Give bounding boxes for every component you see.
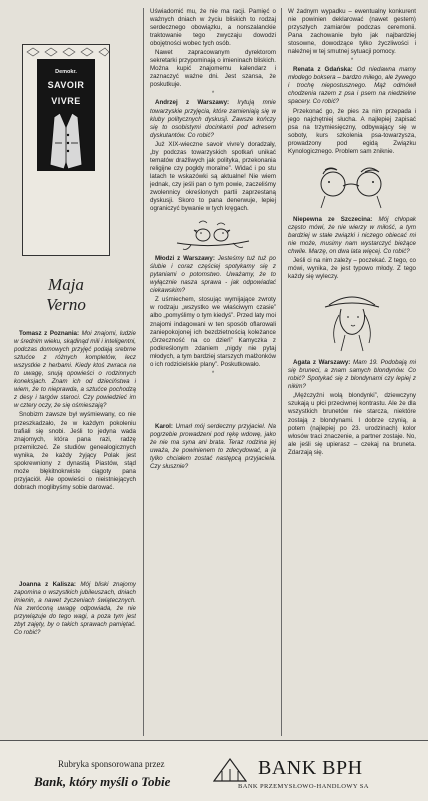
bank-slogan: Bank, który myśli o Tobie xyxy=(34,774,171,789)
sponsor-banner xyxy=(0,740,428,801)
letter-renata xyxy=(288,66,416,106)
letter-question: Mój bliski znajomy zapomina o wszystkich jubileuszach, dniach imienin, a nawet życzeniach świątecznych. Na zwróconą uwagę odpowiada, że nie przywiązuje do tego wagi, a poza tym jest zbyt zajęty, by o takich sprawach pamiętać. Co robić? xyxy=(14,580,136,637)
letter-mlodzi xyxy=(150,255,276,295)
letter-joanna xyxy=(14,581,136,637)
separator-star: * xyxy=(211,370,215,377)
bank-logo: BANK BPH xyxy=(258,757,363,779)
letter-question: Umarł mój serdeczny przyjaciel. Na pogrzebie prowadzeni pod rękę wdowę, jako że nie ma syna ani brata. Teraz rodzina jej uważa, że powinienem to zdecydować, a ja tylko chciałem zostać następcą przyjaciela. Czy słusznie? xyxy=(150,422,276,471)
answer-paragraph: „Mężczyźni wolą blondynki”, dziewczyny szukają u płci przeciwnej kontrastu. Ale że dla wszystkich brunetów nie starcza, niektóre zostają z blondynami. I dobrze czynią, a potem (najlepiej po 23. urodzinach) kolor włosów traci znaczenie, a partner zostaje. No, ale jeśli się upierasz – czekaj na bruneta. Zdarzają się. xyxy=(288,392,416,456)
column-divider-right xyxy=(281,8,282,736)
answer-paragraph: Przekonać go, że pies za nim przepada i jego najchętniej słucha. A najlepiej zapisać psa na trzymiesięczny, odbywający się w soboty, kurs szkolenia psa-towarzysza, prowadzony pod egidą Związku Kynologicznego. Problem sam zniknie. xyxy=(288,107,416,155)
author-signature: Maja Verno xyxy=(46,275,86,314)
letter-author: Joanna z Kalisza: xyxy=(19,580,76,588)
birds-on-branch-illustration xyxy=(173,219,253,253)
logo-kicker: Demokr. xyxy=(55,69,77,75)
separator-star: * xyxy=(211,91,215,98)
savoir-vivre-logo xyxy=(37,59,95,171)
letter-author: Andrzej z Warszawy: xyxy=(155,99,230,107)
column-3 xyxy=(288,8,416,736)
letter-author: Renata z Gdańska: xyxy=(293,66,353,74)
letter-question: Moi znajomi, ludzie w średnim wieku, skądinąd mili i inteligentni, podczas domowych przyjęć podają srebrne sztućce z różnych kompletów, lecz wszystkie z herbami. Kiedy ktoś zwraca na to uwagę, snują opowieści o rodzinnych koneksjach. Znam ich od dzieciństwa i wiem, że to nieprawda, a sztućce pochodzą z desy i targów staroci. Czy powiedzieć im w cztery oczy, że się ośmieszają? xyxy=(14,330,136,410)
letter-author: Młodzi z Warszawy: xyxy=(155,255,215,263)
sponsor-line: Rubryka sponsorowana przez xyxy=(58,759,165,769)
letter-agata xyxy=(288,359,416,391)
woman-with-hat-illustration xyxy=(317,285,387,355)
letter-tomasz xyxy=(14,330,136,410)
answer-paragraph: Snobizm zawsze był wyśmiewany, co nie przeszkadzało, że w każdym pokoleniu trafiali się snobi. Jeśli to jedyna wada znajomych, która pana razi, radzę przemilczeć. Ze studiów genealogicznych wynika, że każdy żyjący Polak jest spokrewniony z dynastią Piastów, stąd może błękitnokrwiste ciągoty pana przyjaciół. Ale opowieści o nieistniejących dobrach moglibyśmy sobie darować. xyxy=(14,411,136,491)
letter-author: Tomasz z Poznania: xyxy=(19,330,80,337)
letter-question: Irytują mnie towarzyskie przyjęcia, które zamieniają się w kluby politycznych dyskusji. Zawsze kończy się to osobistymi docinkami pod adresem dyskutantów. Co robić? xyxy=(150,99,276,139)
column-2 xyxy=(150,8,276,736)
answer-paragraph: Uświadomić mu, że nie ma racji. Pamięć o ważnych dniach w życiu bliskich to rodzaj serdecznego obowiązku, a nonszalanckie traktowanie tego zwyczaju dowodzi obojętności wobec tych osób. xyxy=(150,8,276,48)
logo-title-line2: VIVRE xyxy=(51,96,81,106)
answer-paragraph: Nawet zapracowanym dyrektorom sekretarki przypominają o imieninach bliskich. Można kupić znajomemu kalendarz i zaznaczyć ważne dni. Jest szansa, że poskutkuje. xyxy=(150,49,276,89)
letter-question: Mam 19. Podobają mi się bruneci, a znam samych blondynów. Co robić? Spotykać się z blondynami czy lepiej z nikim? xyxy=(288,359,416,391)
letter-question: Mój chłopak często mówi, że nie wierzy w miłość, a tym bardziej w stałe związki i niczego obiecać mi nie może, musimy nam wystarczyć bieżące chwile. Marzę, on dwa lata więcej. Co robić? xyxy=(288,215,416,255)
answer-paragraph: Jeśli ci na nim zależy – poczekać. Z tego, co mówi, wynika, że jest typowo młody. Z tego każdy się wyleczy. xyxy=(288,257,416,281)
waistcoat-illustration xyxy=(46,113,86,169)
column-divider-left xyxy=(143,8,144,736)
letter-author: Niepewna ze Szczecina: xyxy=(293,215,373,223)
bank-subtitle: BANK PRZEMYSŁOWO-HANDLOWY SA xyxy=(238,783,369,790)
logo-title-line1: SAVOIR xyxy=(47,80,85,90)
column-logo-box xyxy=(22,44,110,314)
column-1 xyxy=(14,330,136,735)
answer-paragraph: Z uśmiechem, stosując wymijające zwroty w rodzaju „wszystko we właściwym czasie” albo „pomyślimy o tym kiedyś”. Przed laty moi znajomi indagowani w ten sposób oflarowali zaniepokojonej ich bezdzietnością koleżance „Grzeczność na co dzień” Kamyczka z podkreślonym zdaniem „nigdy nie pytaj młodych, a tym bardziej starszych małżonków o ich rodzicielskie plany”. Poskutkowało. xyxy=(150,296,276,368)
letter-karol xyxy=(150,423,276,471)
letter-niepewna xyxy=(288,216,416,256)
letter-question: Od niedawna mamy młodego boksera – bardzo miłego, ale żywego i trochę niepostusznego. Mąż odmówił chodzenia razem z psa i psem na niedzielne spacery. Co robić? xyxy=(288,66,416,106)
ornament-border xyxy=(23,47,109,57)
separator-star: * xyxy=(350,58,354,65)
letter-andrzej xyxy=(150,99,276,139)
letter-author: Agata z Warszawy: xyxy=(293,359,351,367)
kissing-faces-illustration xyxy=(307,160,397,212)
letter-question: Jesteśmy tuż tuż po ślubie i coraz częściej spotykamy się z pytaniami o potomstwo. Uważamy, że to wyłącznie nasza sprawa - jak odpowiadać ciekawskim? xyxy=(150,255,276,295)
bank-emblem-icon xyxy=(210,755,250,785)
letter-author: Karol: xyxy=(155,422,173,430)
answer-paragraph: W żadnym wypadku – ewentualny konkurent nie powinien deklarować (nawet gestem) przyszłych zamiarów podczas ceremonii. Pana zachowanie było jak najbardziej stosowne, dowodzące tylko życzliwości i należnej w tej smutnej sytuacji pomocy. xyxy=(288,8,416,56)
answer-paragraph: Już XIX-wieczne savoir vivre'y doradzały, „by podczas towarzyskich spotkań unikać tematów drażliwych jak polityka, przekonania religijne czy pogłdy moralne”. Widać i po stu latach te wskazówki są aktualne! Nie wiem jednak, czy jeśli pan o tym powie, zaczeliśmy zwolennicy określonych partii zaprzestaną dyskusji. Skoro to pana denerwuje, lepiej ograniczyć bywanie w tych kręgach. xyxy=(150,140,276,213)
